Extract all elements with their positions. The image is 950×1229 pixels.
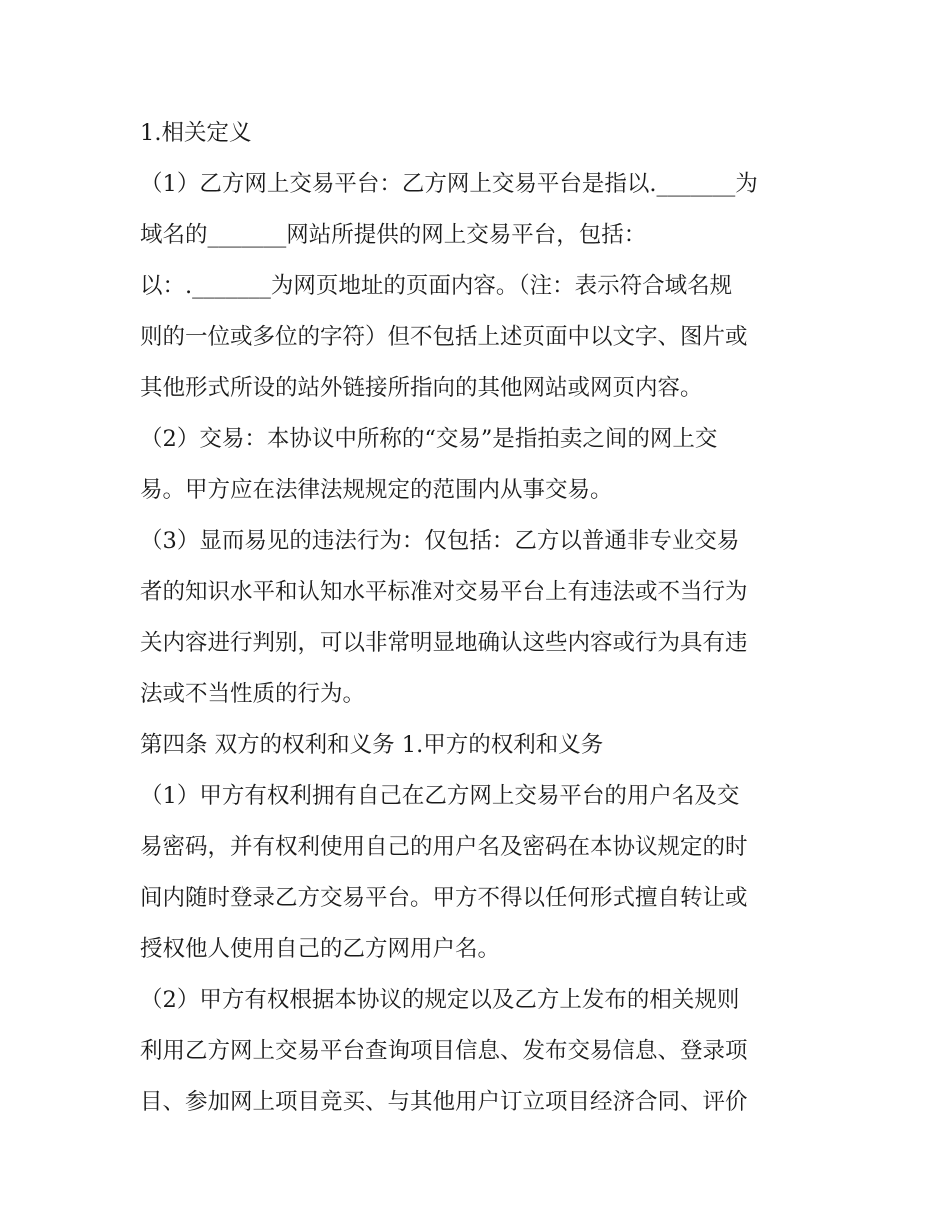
paragraph-line: 目、参加网上项目竞买、与其他用户订立项目经济合同、评价	[140, 1089, 748, 1115]
paragraph-line: 间内随时登录乙方交易平台。甲方不得以任何形式擅自转让或	[140, 885, 748, 911]
paragraph-line: 域名的_______网站所提供的网上交易平台，包括：	[140, 222, 647, 248]
paragraph-line: 则的一位或多位的字符）但不包括上述页面中以文字、图片或	[140, 324, 748, 350]
paragraph-line: （1）乙方网上交易平台：乙方网上交易平台是指以._______为	[140, 171, 758, 197]
paragraph-line: （1）甲方有权利拥有自己在乙方网上交易平台的用户名及交	[140, 783, 740, 809]
article-heading-rights-obligations: 第四条 双方的权利和义务 1.甲方的权利和义务	[140, 732, 604, 758]
paragraph-line: 易密码，并有权利使用自己的用户名及密码在本协议规定的时	[140, 834, 748, 860]
paragraph-line: 关内容进行判别，可以非常明显地确认这些内容或行为具有违	[140, 630, 748, 656]
document-body	[140, 108, 830, 1128]
paragraph-line: （3）显而易见的违法行为：仅包括：乙方以普通非专业交易	[140, 528, 740, 554]
paragraph-line: 者的知识水平和认知水平标准对交易平台上有违法或不当行为	[140, 579, 748, 605]
paragraph-line: （2）交易：本协议中所称的“交易”是指拍卖之间的网上交	[140, 426, 718, 452]
paragraph-line: 其他形式所设的站外链接所指向的其他网站或网页内容。	[140, 375, 703, 401]
paragraph-line: 利用乙方网上交易平台查询项目信息、发布交易信息、登录项	[140, 1038, 748, 1064]
paragraph-line: （2）甲方有权根据本协议的规定以及乙方上发布的相关规则	[140, 987, 740, 1013]
section-heading-definitions: 1.相关定义	[140, 120, 252, 146]
paragraph-line: 授权他人使用自己的乙方网用户名。	[140, 936, 501, 962]
paragraph-line: 法或不当性质的行为。	[140, 681, 366, 707]
paragraph-line: 易。甲方应在法律法规规定的范围内从事交易。	[140, 477, 613, 503]
paragraph-line: 以：._______为网页地址的页面内容。（注：表示符合域名规	[140, 273, 733, 299]
